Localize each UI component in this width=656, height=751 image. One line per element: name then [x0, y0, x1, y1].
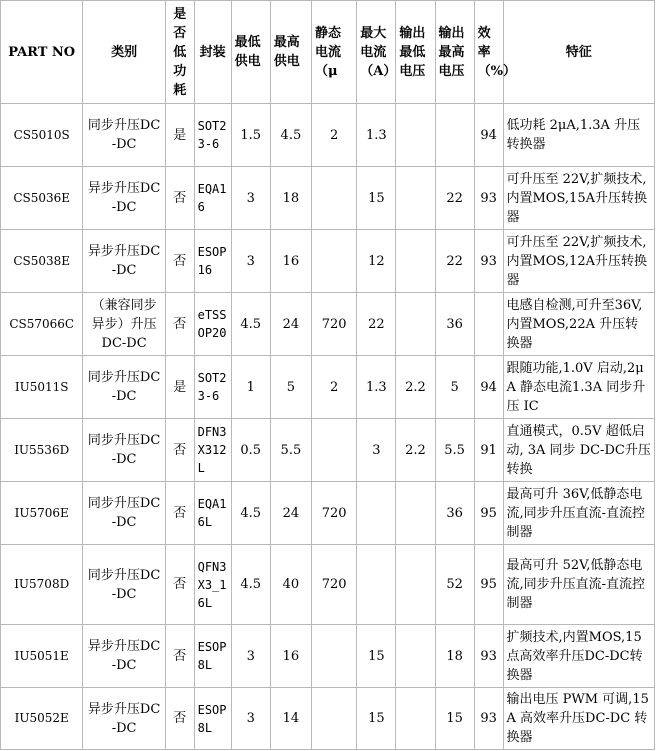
cell-package: ESOP8L	[194, 625, 231, 688]
cell-iq: 2	[311, 104, 356, 167]
cell-min-vin: 0.5	[231, 419, 270, 482]
cell-part: IU5052E	[1, 688, 83, 750]
header-row	[1, 1, 655, 104]
cell-imax: 1.3	[357, 356, 396, 419]
cell-part: IU5708D	[1, 545, 83, 625]
cell-part: IU5706E	[1, 482, 83, 545]
header-max-vin: 最高供电	[270, 1, 311, 104]
cell-low-power: 否	[165, 688, 194, 750]
cell-efficiency: 93	[474, 625, 503, 688]
cell-low-power: 否	[165, 167, 194, 230]
cell-efficiency	[474, 293, 503, 356]
table-row	[1, 293, 655, 356]
cell-vout-min: 2.2	[396, 419, 435, 482]
cell-category: 同步升压DC-DC	[83, 104, 165, 167]
cell-package: eTSSOP20	[194, 293, 231, 356]
cell-low-power: 否	[165, 625, 194, 688]
cell-low-power: 是	[165, 104, 194, 167]
cell-features: 电感自检测,可升至36V,内置MOS,22A 升压转换器	[503, 293, 655, 356]
cell-vout-max: 5.5	[435, 419, 474, 482]
cell-vout-max: 15	[435, 688, 474, 750]
table-row	[1, 356, 655, 419]
cell-min-vin: 1.5	[231, 104, 270, 167]
cell-iq: 720	[311, 293, 356, 356]
table-row	[1, 104, 655, 167]
cell-efficiency: 93	[474, 230, 503, 293]
cell-features: 最高可升 52V,低静态电流,同步升压直流-直流控制器	[503, 545, 655, 625]
cell-vout-max: 18	[435, 625, 474, 688]
cell-imax: 15	[357, 167, 396, 230]
cell-max-vin: 24	[270, 482, 311, 545]
cell-imax	[357, 482, 396, 545]
cell-features: 跟随功能,1.0V 启动,2μA 静态电流1.3A 同步升压 IC	[503, 356, 655, 419]
cell-package: SOT23-6	[194, 356, 231, 419]
cell-category: 同步升压DC-DC	[83, 482, 165, 545]
cell-min-vin: 3	[231, 625, 270, 688]
cell-iq	[311, 625, 356, 688]
table-row	[1, 688, 655, 750]
cell-max-vin: 40	[270, 545, 311, 625]
cell-min-vin: 3	[231, 167, 270, 230]
cell-vout-min	[396, 167, 435, 230]
header-features: 特征	[503, 1, 655, 104]
header-part-no: PART NO	[1, 1, 83, 104]
cell-part: CS57066C	[1, 293, 83, 356]
cell-imax: 12	[357, 230, 396, 293]
cell-max-vin: 16	[270, 625, 311, 688]
cell-max-vin: 24	[270, 293, 311, 356]
cell-category: 异步升压DC-DC	[83, 230, 165, 293]
cell-package: QFN3X3_16L	[194, 545, 231, 625]
cell-package: ESOP16	[194, 230, 231, 293]
cell-efficiency: 94	[474, 104, 503, 167]
cell-features: 扩频技术,内置MOS,15 点高效率升压DC-DC转换器	[503, 625, 655, 688]
cell-max-vin: 16	[270, 230, 311, 293]
cell-iq: 2	[311, 356, 356, 419]
table-body	[1, 104, 655, 750]
cell-efficiency: 93	[474, 688, 503, 750]
cell-vout-max: 36	[435, 482, 474, 545]
cell-category: 异步升压DC-DC	[83, 167, 165, 230]
cell-efficiency: 95	[474, 545, 503, 625]
cell-vout-min	[396, 230, 435, 293]
cell-features: 输出电压 PWM 可调,15A 高效率升压DC-DC 转换器	[503, 688, 655, 750]
cell-imax	[357, 545, 396, 625]
cell-part: CS5010S	[1, 104, 83, 167]
cell-iq	[311, 688, 356, 750]
cell-iq	[311, 230, 356, 293]
table-row	[1, 625, 655, 688]
cell-imax: 3	[357, 419, 396, 482]
cell-package: DFN3X312L	[194, 419, 231, 482]
cell-part: IU5051E	[1, 625, 83, 688]
cell-imax: 1.3	[357, 104, 396, 167]
cell-imax: 15	[357, 625, 396, 688]
table-row	[1, 419, 655, 482]
cell-features: 可升压至 22V,扩频技术,内置MOS,15A升压转换器	[503, 167, 655, 230]
cell-features: 直通模式，0.5V 超低启动, 3A 同步 DC-DC升压转换	[503, 419, 655, 482]
cell-part: IU5011S	[1, 356, 83, 419]
header-package: 封装	[194, 1, 231, 104]
cell-min-vin: 4.5	[231, 293, 270, 356]
cell-category: 异步升压DC-DC	[83, 688, 165, 750]
cell-vout-max: 5	[435, 356, 474, 419]
cell-low-power: 否	[165, 419, 194, 482]
cell-features: 可升压至 22V,扩频技术,内置MOS,12A升压转换器	[503, 230, 655, 293]
cell-vout-max: 22	[435, 167, 474, 230]
header-vout-min: 输出最低电压	[396, 1, 435, 104]
cell-part: CS5036E	[1, 167, 83, 230]
cell-vout-min	[396, 545, 435, 625]
cell-low-power: 否	[165, 230, 194, 293]
header-vout-max: 输出最高电压	[435, 1, 474, 104]
cell-efficiency: 91	[474, 419, 503, 482]
cell-min-vin: 4.5	[231, 482, 270, 545]
cell-package: EQA16	[194, 167, 231, 230]
header-low-power: 是否低功耗	[165, 1, 194, 104]
cell-max-vin: 5.5	[270, 419, 311, 482]
cell-category: 同步升压DC-DC	[83, 419, 165, 482]
cell-imax: 22	[357, 293, 396, 356]
cell-low-power: 否	[165, 545, 194, 625]
cell-vout-min	[396, 104, 435, 167]
cell-low-power: 否	[165, 482, 194, 545]
cell-min-vin: 3	[231, 688, 270, 750]
cell-low-power: 否	[165, 293, 194, 356]
cell-category: （兼容同步异步）升压DC-DC	[83, 293, 165, 356]
cell-iq	[311, 419, 356, 482]
cell-category: 同步升压DC-DC	[83, 545, 165, 625]
cell-min-vin: 3	[231, 230, 270, 293]
cell-vout-min: 2.2	[396, 356, 435, 419]
cell-iq: 720	[311, 545, 356, 625]
cell-max-vin: 18	[270, 167, 311, 230]
cell-category: 同步升压DC-DC	[83, 356, 165, 419]
cell-iq	[311, 167, 356, 230]
header-imax: 最大电流（A）	[357, 1, 396, 104]
cell-features: 最高可升 36V,低静态电流,同步升压直流-直流控制器	[503, 482, 655, 545]
cell-vout-max: 36	[435, 293, 474, 356]
cell-max-vin: 5	[270, 356, 311, 419]
cell-vout-min	[396, 293, 435, 356]
cell-max-vin: 14	[270, 688, 311, 750]
cell-vout-min	[396, 482, 435, 545]
cell-min-vin: 4.5	[231, 545, 270, 625]
header-iq: 静态电流（μ	[311, 1, 356, 104]
table-row	[1, 167, 655, 230]
cell-features: 低功耗 2μA,1.3A 升压转换器	[503, 104, 655, 167]
cell-vout-min	[396, 688, 435, 750]
cell-min-vin: 1	[231, 356, 270, 419]
cell-category: 异步升压DC-DC	[83, 625, 165, 688]
cell-max-vin: 4.5	[270, 104, 311, 167]
cell-iq: 720	[311, 482, 356, 545]
cell-vout-max: 22	[435, 230, 474, 293]
table-row	[1, 230, 655, 293]
cell-efficiency: 95	[474, 482, 503, 545]
cell-imax: 15	[357, 688, 396, 750]
cell-package: EQA16L	[194, 482, 231, 545]
header-category: 类别	[83, 1, 165, 104]
cell-package: SOT23-6	[194, 104, 231, 167]
table-row	[1, 545, 655, 625]
cell-low-power: 是	[165, 356, 194, 419]
cell-vout-max: 52	[435, 545, 474, 625]
cell-vout-min	[396, 625, 435, 688]
cell-efficiency: 93	[474, 167, 503, 230]
table-row	[1, 482, 655, 545]
cell-part: IU5536D	[1, 419, 83, 482]
header-efficiency: 效率（%）	[474, 1, 503, 104]
cell-efficiency: 94	[474, 356, 503, 419]
header-min-vin: 最低供电	[231, 1, 270, 104]
cell-part: CS5038E	[1, 230, 83, 293]
cell-vout-max	[435, 104, 474, 167]
cell-package: ESOP8L	[194, 688, 231, 750]
